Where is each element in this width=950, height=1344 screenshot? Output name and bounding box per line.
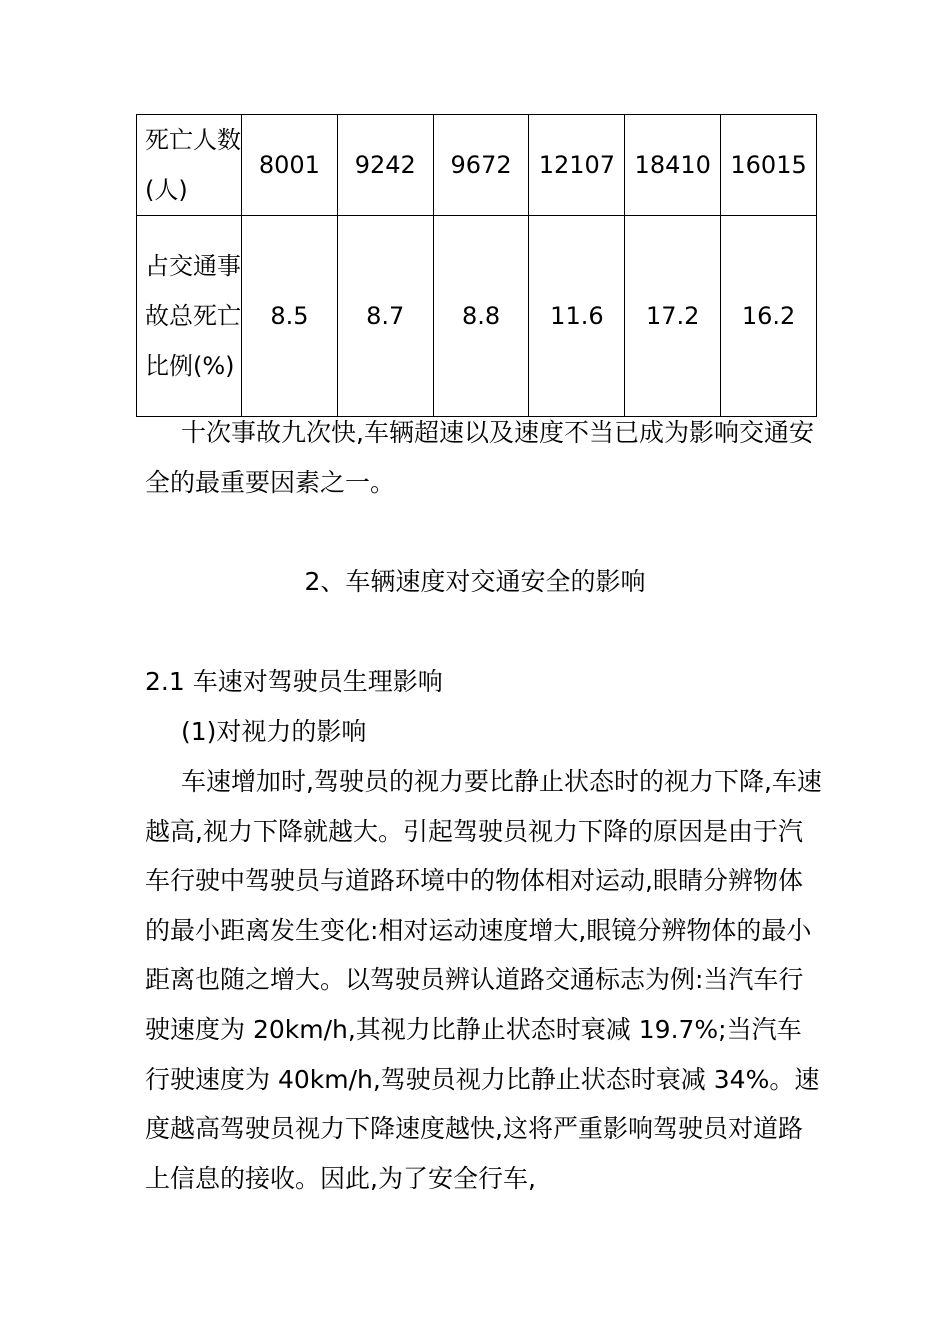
- table-cell: 8.5: [242, 216, 338, 417]
- table-cell: 17.2: [625, 216, 721, 417]
- table-row: [137, 115, 817, 216]
- table-cell: 12107: [529, 115, 625, 216]
- paragraph-speeding-factor: 十次事故九次快,车辆超速以及速度不当已成为影响交通安全的最重要因素之一。: [145, 418, 814, 497]
- paragraph-vision-effect: 车速增加时,驾驶员的视力要比静止状态时的视力下降,车速越高,视力下降就越大。引起驾驶员视力下降的原因是由于汽车行驶中驾驶员与道路环境中的物体相对运动,眼睛分辨物体的最小距离发生变化:相对运动速度增大,眼镜分辨物体的最小距离也随之增大。以驾驶员辨认道路交通标志为例:当汽车行驶速度为 20km/h,其视力比静止状态时衰减 19.7%;当汽车行驶速度为 40km/h,驾驶员视力比静止状态时衰减 34%。速度越高驾驶员视力下降速度越快,这将严重影响驾驶员对道路上信息的接收。因此,为了安全行车,: [145, 767, 822, 1193]
- table-cell: 8.7: [337, 216, 433, 417]
- section-heading: 2、车辆速度对交通安全的影响: [304, 567, 646, 596]
- row-label-death-ratio: 占交通事故总死亡比例(%): [137, 216, 242, 417]
- item-heading: (1)对视力的影响: [181, 717, 367, 746]
- table-cell: 9242: [337, 115, 433, 216]
- table-cell: 16015: [721, 115, 817, 216]
- table-cell: 8001: [242, 115, 338, 216]
- fatality-statistics-table: [136, 114, 817, 417]
- table-row: [137, 216, 817, 417]
- table-cell: 16.2: [721, 216, 817, 417]
- table-cell: 8.8: [433, 216, 529, 417]
- row-label-deaths: 死亡人数(人): [137, 115, 242, 216]
- table-cell: 9672: [433, 115, 529, 216]
- table-cell: 11.6: [529, 216, 625, 417]
- table-cell: 18410: [625, 115, 721, 216]
- subsection-heading: 2.1 车速对驾驶员生理影响: [145, 667, 443, 696]
